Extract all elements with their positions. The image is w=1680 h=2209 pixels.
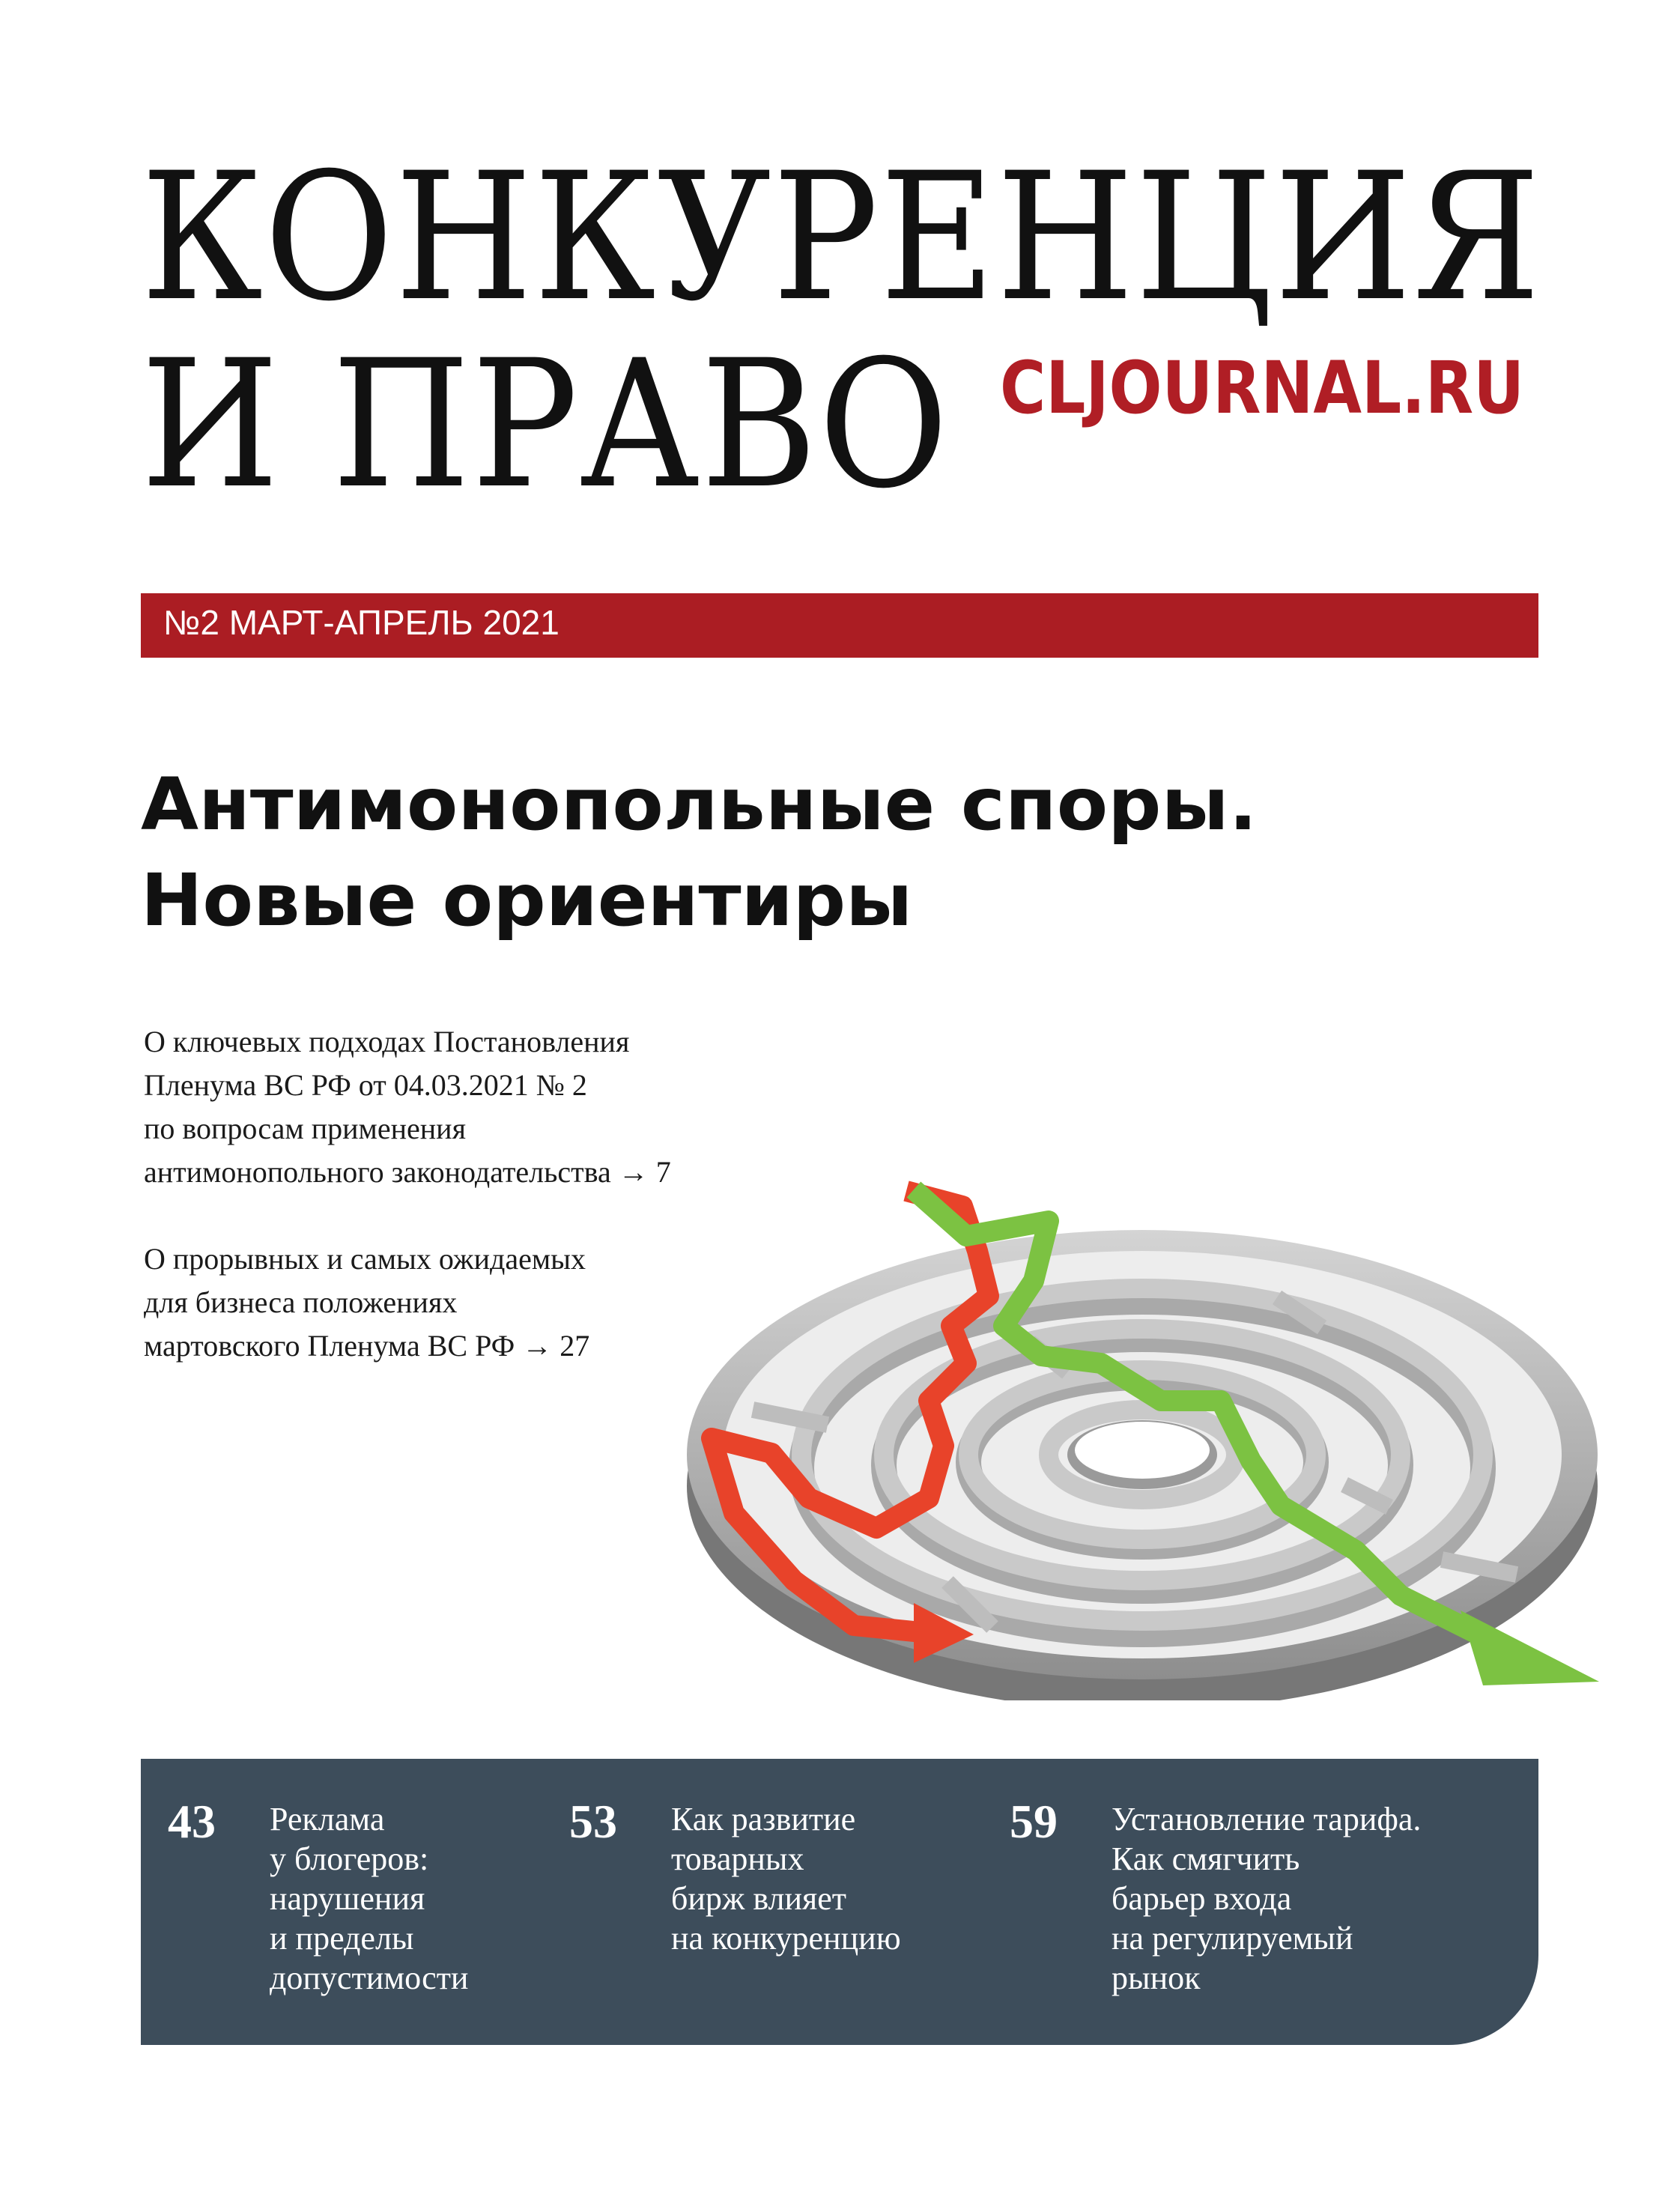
story-title-line: бирж влияет xyxy=(671,1880,847,1917)
story-title-line: нарушения xyxy=(270,1880,425,1917)
issue-label: №2 МАРТ-АПРЕЛЬ 2021 xyxy=(163,603,560,642)
teaser-block[interactable] xyxy=(144,1237,589,1368)
maze-illustration xyxy=(682,1176,1603,1700)
teaser-block[interactable] xyxy=(144,1020,671,1194)
story-title-line: Как смягчить xyxy=(1112,1840,1300,1877)
cover-headline xyxy=(141,757,1258,948)
teaser-line: О прорывных и самых ожидаемых xyxy=(144,1242,586,1276)
teaser-line: Пленума ВС РФ от 04.03.2021 № 2 xyxy=(144,1068,587,1102)
teaser-line: антимонопольного законодательства → 7 xyxy=(144,1155,671,1189)
story-title-line: Установление тарифа. xyxy=(1112,1801,1422,1837)
masthead-title-line2: И ПРАВО xyxy=(141,323,950,527)
story-title-line: Как развитие xyxy=(671,1801,856,1837)
teaser-line: по вопросам применения xyxy=(144,1112,466,1145)
story-title xyxy=(671,1799,901,1958)
issue-bar xyxy=(141,593,1538,658)
headline-line2: Новые ориентиры xyxy=(141,858,913,942)
teaser-line: для бизнеса положениях xyxy=(144,1285,458,1319)
story-title-line: на регулируемый xyxy=(1112,1920,1353,1957)
story-title-line: барьер входа xyxy=(1112,1880,1292,1917)
story-page-number: 53 xyxy=(569,1795,617,1848)
featured-stories-panel xyxy=(141,1759,1538,2045)
story-page-number: 43 xyxy=(168,1795,216,1848)
website-url[interactable]: CLJOURNAL.RU xyxy=(1000,346,1524,430)
story-title xyxy=(1112,1799,1421,1998)
story-title-line: на конкуренцию xyxy=(671,1920,901,1957)
story-title-line: рынок xyxy=(1112,1960,1201,1996)
story-title-line: Реклама xyxy=(270,1801,385,1837)
masthead-title-line1: КОНКУРЕНЦИЯ xyxy=(141,136,1542,340)
headline-line1: Антимонопольные споры. xyxy=(141,763,1258,846)
story-title-line: товарных xyxy=(671,1840,804,1877)
story-title-line: допустимости xyxy=(270,1960,469,1996)
teaser-line: мартовского Пленума ВС РФ → 27 xyxy=(144,1329,590,1363)
story-title xyxy=(270,1799,468,1998)
story-title-line: у блогеров: xyxy=(270,1840,429,1877)
teaser-line: О ключевых подходах Постановления xyxy=(144,1025,630,1058)
story-title-line: и пределы xyxy=(270,1920,414,1957)
story-page-number: 59 xyxy=(1010,1795,1058,1848)
